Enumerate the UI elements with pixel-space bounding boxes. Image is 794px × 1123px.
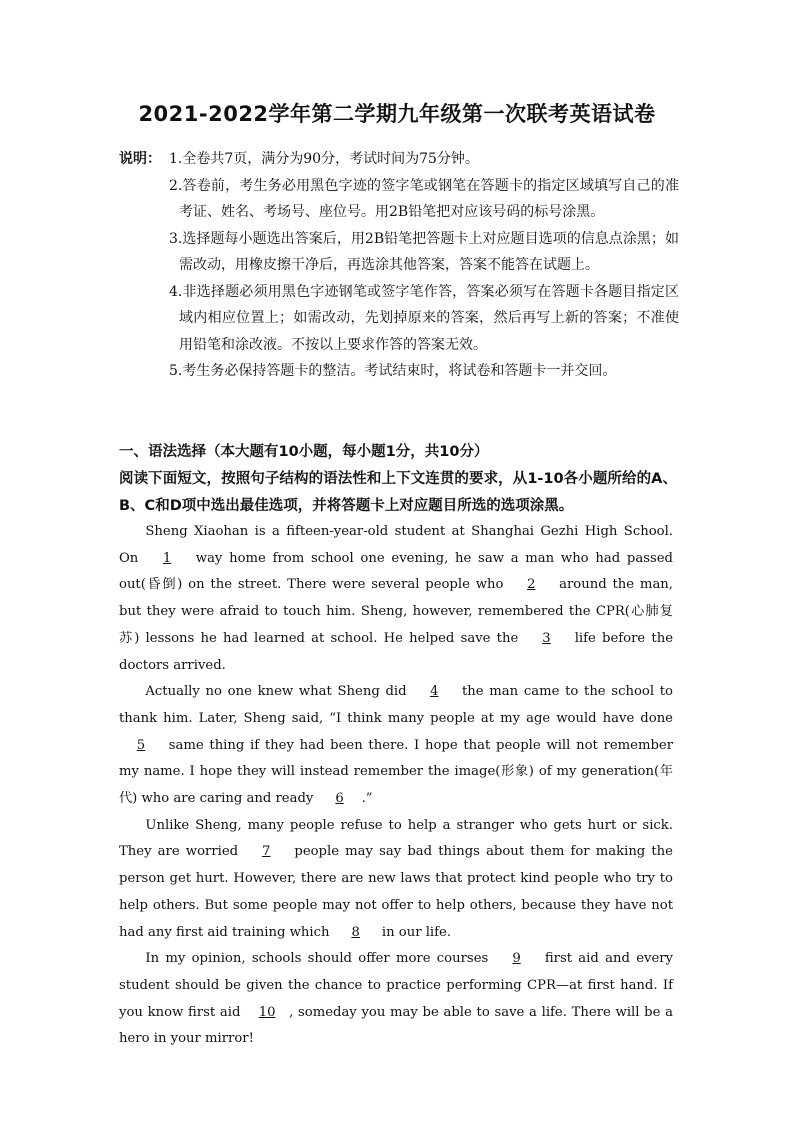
instructions-block bbox=[119, 146, 679, 385]
passage-paragraph-4 bbox=[119, 946, 673, 1053]
blank-6: 6 bbox=[335, 791, 344, 807]
passage-paragraph-2 bbox=[119, 679, 673, 813]
section-instruction: 阅读下面短文，按照句子结构的语法性和上下文连贯的要求，从1-10各小题所给的A、B、C和D项中选出最佳选项，并将答题卡上对应题目所选的选项涂黑。 bbox=[119, 471, 677, 514]
passage-text: the man came to the school to thank him. Later, Sheng said, “I think many people at my age would have done bbox=[119, 684, 673, 726]
passage-text: .” bbox=[361, 791, 373, 807]
instruction-item-1 bbox=[119, 146, 679, 173]
instruction-text: 4.非选择题必须用黑色字迹钢笔或签字笔作答，答案必须写在答题卡各题目指定区域内相应位置上；如需改动，先划掉原来的答案，然后再写上新的答案；不准使用铅笔和涂改液。不按以上要求作答的答案无效。 bbox=[169, 283, 679, 353]
passage-text: Actually no one knew what Sheng did bbox=[145, 684, 407, 700]
passage-text: around the man, but they were afraid to touch him. Sheng, however, remembered the CPR(心肺复苏) lessons he had learned at school. He helped save the bbox=[119, 577, 673, 646]
passage-text: same thing if they had been there. I hope that people will not remember my name. I hope they will instead remember the image(形象) of my generation(年代) who are caring and ready bbox=[119, 737, 673, 807]
blank-9: 9 bbox=[512, 951, 521, 967]
passage-paragraph-3 bbox=[119, 813, 673, 947]
passage-text: Sheng Xiaohan is a fifteen-year-old student at Shanghai Gezhi High School. On bbox=[119, 524, 673, 566]
instruction-text: 1.全卷共7页，满分为90分，考试时间为75分钟。 bbox=[169, 151, 479, 167]
section-title: 一、语法选择（本大题有10小题，每小题1分，共10分） bbox=[119, 444, 489, 460]
passage-text: way home from school one evening, he saw a man who had passed out(昏倒) on the street. There were several people who bbox=[119, 550, 673, 593]
reading-passage bbox=[119, 519, 673, 1053]
passage-text: , someday you may be able to save a life. There will be a hero in your mirror! bbox=[119, 1004, 673, 1047]
instruction-item-2 bbox=[119, 173, 679, 226]
passage-text: life before the doctors arrived. bbox=[119, 630, 674, 673]
passage-text: people may say bad things about them for making the person get hurt. However, there are new laws that protect kind people who try to help others. But some people may not offer to help others, because they have not had any first aid training which bbox=[119, 844, 673, 940]
instruction-item-4 bbox=[119, 279, 679, 359]
instruction-item-5 bbox=[119, 358, 679, 385]
blank-5: 5 bbox=[136, 737, 146, 753]
blank-1: 1 bbox=[162, 550, 172, 566]
blank-3: 3 bbox=[542, 630, 551, 646]
blank-4: 4 bbox=[430, 684, 439, 700]
blank-10: 10 bbox=[258, 1004, 276, 1020]
blank-8: 8 bbox=[351, 924, 360, 940]
instruction-text: 5.考生务必保持答题卡的整洁。考试结束时，将试卷和答题卡一并交回。 bbox=[169, 363, 617, 379]
instruction-item-3 bbox=[119, 226, 679, 279]
passage-text: In my opinion, schools should offer more courses bbox=[145, 951, 489, 967]
exam-title: 2021-2022学年第二学期九年级第一次联考英语试卷 bbox=[138, 102, 656, 126]
instruction-text: 2.答卷前，考生务必用黑色字迹的签字笔或钢笔在答题卡的指定区域填写自己的准考证、姓名、考场号、座位号。用2B铅笔把对应该号码的标号涂黑。 bbox=[169, 177, 679, 220]
blank-7: 7 bbox=[262, 844, 271, 860]
passage-paragraph-1 bbox=[119, 519, 673, 679]
passage-text: Unlike Sheng, many people refuse to help a stranger who gets hurt or sick. They are worried bbox=[119, 817, 673, 860]
passage-text: in our life. bbox=[381, 924, 452, 940]
blank-2: 2 bbox=[527, 577, 536, 593]
passage-text: first aid and every student should be given the chance to practice performing CPR—at first hand. If you know first aid bbox=[119, 951, 674, 1020]
instructions-label: 说明： bbox=[119, 151, 161, 167]
instruction-text: 3.选择题每小题选出答案后，用2B铅笔把答题卡上对应题目选项的信息点涂黑；如需改动，用橡皮擦干净后，再选涂其他答案，答案不能答在试题上。 bbox=[169, 230, 679, 273]
